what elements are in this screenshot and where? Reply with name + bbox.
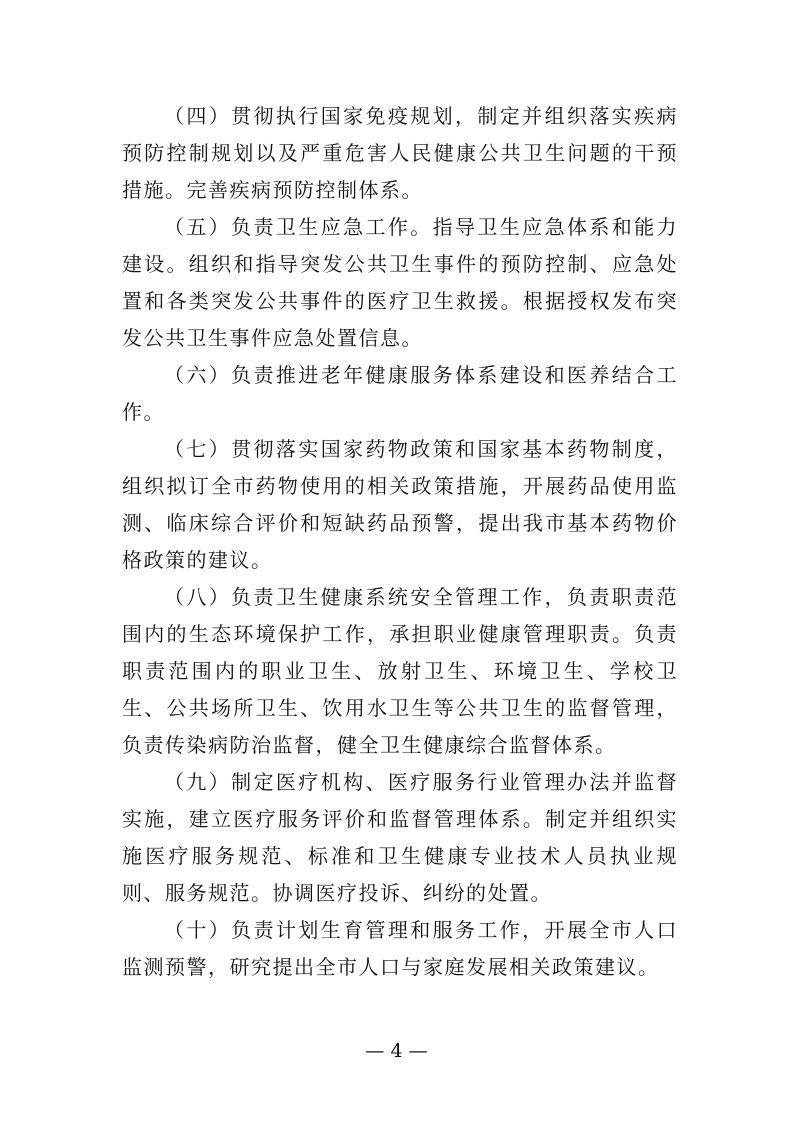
paragraph-8: （八）负责卫生健康系统安全管理工作，负责职责范围内的生态环境保护工作，承担职业健康管理职责。负责职责范围内的职业卫生、放射卫生、环境卫生、学校卫生、公共场所卫生、饮用水卫生等公共卫生的监督管理，负责传染病防治监督，健全卫生健康综合监督体系。 — [122, 585, 678, 757]
paragraph-6: （六）负责推进老年健康服务体系建设和医养结合工作。 — [122, 363, 678, 424]
page-number: — 4 — — [365, 1040, 428, 1062]
paragraph-4: （四）贯彻执行国家免疫规划，制定并组织落实疾病预防控制规划以及严重危害人民健康公共卫生问题的干预措施。完善疾病预防控制体系。 — [122, 104, 678, 202]
paragraph-9: （九）制定医疗机构、医疗服务行业管理办法并监督实施，建立医疗服务评价和监督管理体系。制定并组织实施医疗服务规范、标准和卫生健康专业技术人员执业规则、服务规范。协调医疗投诉、纠纷的处置。 — [122, 770, 678, 905]
paragraph-5: （五）负责卫生应急工作。指导卫生应急体系和能力建设。组织和指导突发公共卫生事件的预防控制、应急处置和各类突发公共事件的医疗卫生救援。根据授权发布突发公共卫生事件应急处置信息。 — [122, 215, 678, 350]
paragraph-7: （七）贯彻落实国家药物政策和国家基本药物制度，组织拟订全市药物使用的相关政策措施，开展药品使用监测、临床综合评价和短缺药品预警，提出我市基本药物价格政策的建议。 — [122, 437, 678, 572]
document-body — [122, 98, 678, 986]
paragraph-10: （十）负责计划生育管理和服务工作，开展全市人口监测预警，研究提出全市人口与家庭发展相关政策建议。 — [122, 918, 678, 979]
